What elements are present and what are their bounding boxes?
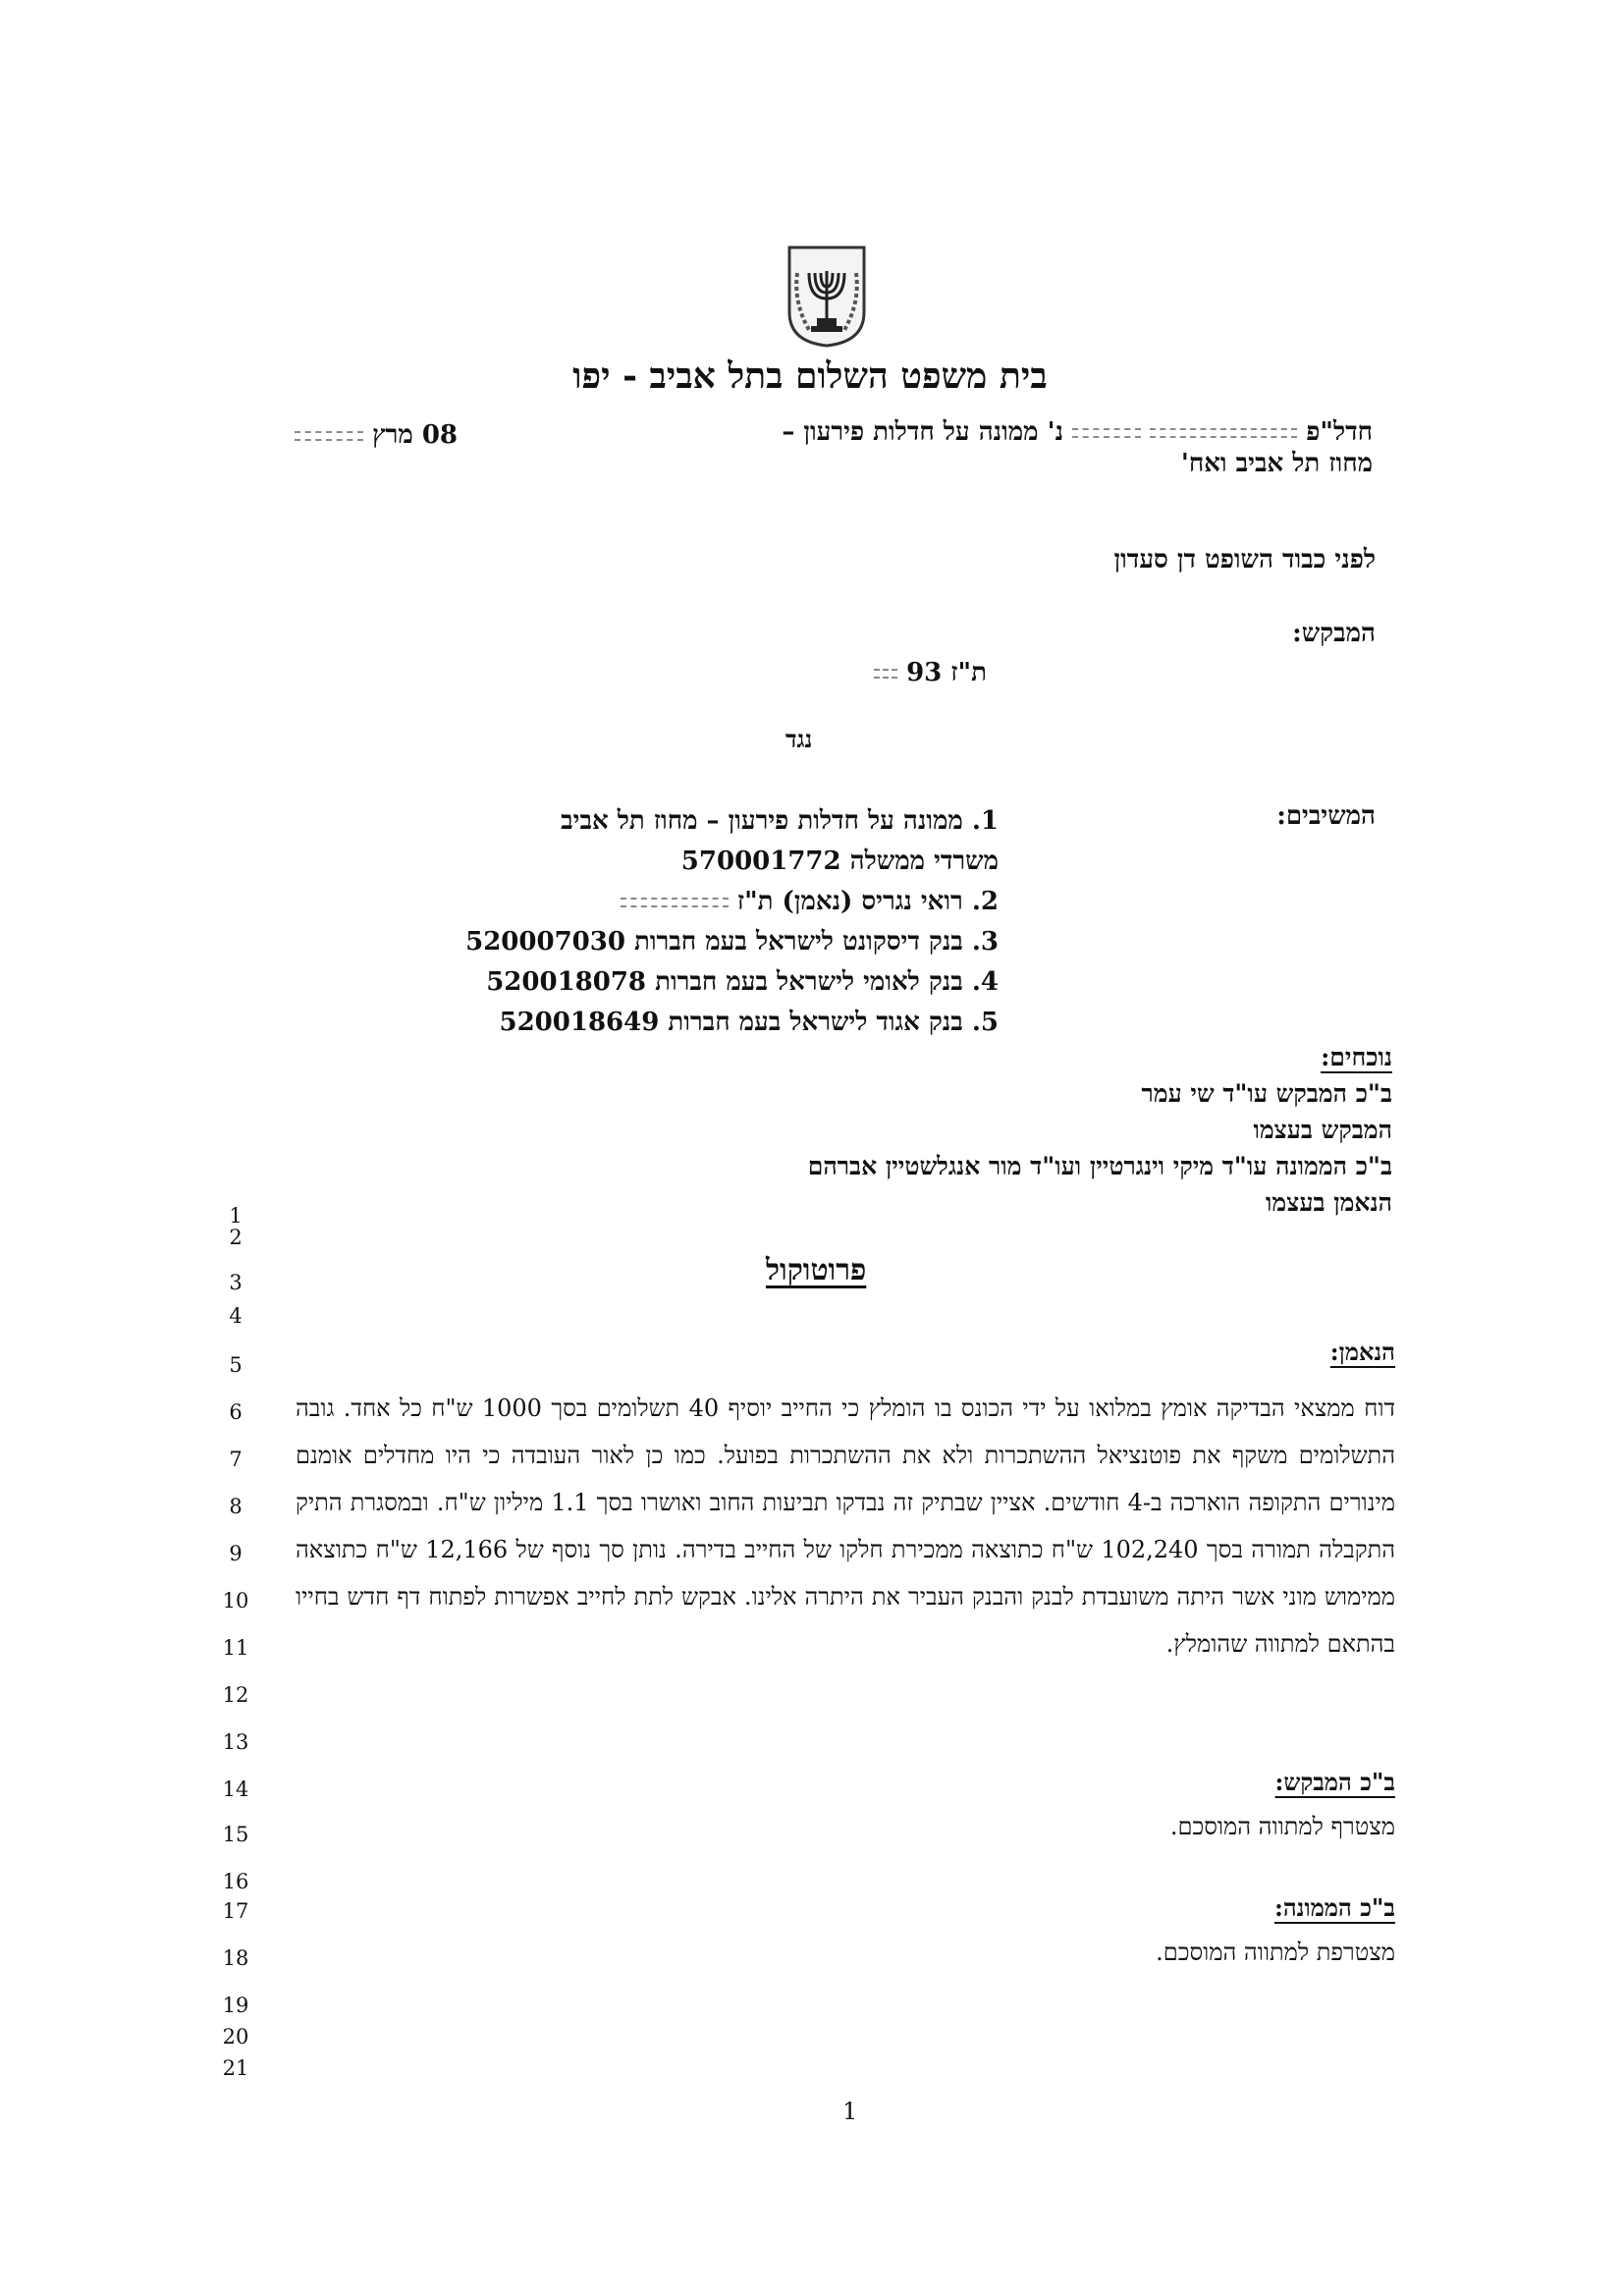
- line-number: 1: [229, 1204, 243, 1228]
- applicant-id-prefix: ת"ז 93: [906, 658, 987, 687]
- line-number: 13: [222, 1730, 249, 1754]
- present-block: [808, 1039, 1392, 1221]
- applicant-counsel-label: ב"כ המבקש:: [1274, 1768, 1395, 1796]
- redacted-case-number: [1150, 428, 1297, 438]
- case-parties: נ' ממונה על חדלות פירעון –: [782, 417, 1064, 447]
- line-number: 5: [229, 1353, 243, 1377]
- trustee-label: הנאמן:: [1329, 1338, 1395, 1366]
- present-line: הנאמן בעצמו: [1266, 1188, 1392, 1217]
- respondents-list: [193, 801, 999, 1043]
- line-number: 6: [229, 1400, 243, 1424]
- case-prefix: חדל"פ: [1306, 417, 1373, 447]
- trustee-statement: דוח ממצאי הבדיקה אומץ במלואו על ידי הכונס בו הומלץ כי החייב יוסיף 40 תשלומים בסך 1000 ש"ח כל אחד. גובה התשלומים משקף את פוטנציאל ההשתכרות ולא את ההשתכרות בפועל. כמו כן לאור העובדה כי היו מחדלים אומנם מינורים התקופה הוארכה ב-4 חודשים. אציין שבתיק זה נבדקו תביעות החוב ואושרו בסך 1.1 מיליון ש"ח. ובמסגרת התיק התקבלה תמורה בסך 102,240 ש"ח כתוצאה ממכירת חלקו של החייב בדירה. נותן סך נוסף של 12,166 ש"ח כתוצאה ממימוש מוני אשר היתה משועבדת לבנק והבנק העביר את היתרה אלינו. אבקש לתת לחייב אפשרות לפתוח דף חדש בחייו בהתאם למתווה שהומלץ.: [296, 1394, 1396, 1658]
- respondent-item-text: 2. רואי נגריס (נאמן) ת"ז: [736, 887, 999, 916]
- line-number: 12: [222, 1683, 249, 1707]
- applicant-counsel-statement: מצטרף למתווה המוסכם.: [1169, 1813, 1395, 1840]
- line-number: 9: [229, 1542, 243, 1565]
- redacted-id: [874, 669, 897, 679]
- line-numbers: [216, 1204, 255, 2088]
- line-number: 2: [229, 1226, 243, 1249]
- protocol-title: פרוטוקול: [766, 1253, 867, 1287]
- line-number: 18: [222, 1946, 249, 1970]
- judge-line: לפני כבוד השופט דן סעדון: [1113, 545, 1376, 574]
- respondent-item: 1. ממונה על חדלות פירעון – מחוז תל אביב משרדי ממשלה 570001772: [561, 806, 999, 876]
- present-line: ב"כ הממונה עו"ד מיקי וינגרטיין ועו"ד מור אנגלשטיין אברהם: [807, 1152, 1392, 1180]
- present-line: ב"כ המבקש עו"ד שי עמר: [1141, 1079, 1392, 1108]
- line-number: 3: [229, 1271, 243, 1294]
- trustee-counsel-statement: מצטרפת למתווה המוסכם.: [1156, 1939, 1395, 1966]
- line-number: 10: [222, 1589, 249, 1613]
- case-number-line-2: מחוז תל אביב ואח': [1180, 449, 1373, 478]
- trustee-counsel-label: ב"כ הממונה:: [1273, 1893, 1395, 1922]
- line-number: 8: [229, 1495, 243, 1518]
- applicant-label: המבקש:: [1292, 619, 1376, 648]
- line-number: 15: [222, 1823, 249, 1846]
- respondent-item: 4. בנק לאומי לישראל בעמ חברות 520018078: [486, 967, 999, 997]
- line-number: 17: [222, 1899, 249, 1923]
- respondent-item: 5. בנק אגוד לישראל בעמ חברות 520018649: [499, 1008, 999, 1037]
- versus-label: נגד: [785, 725, 813, 753]
- respondent-item: 3. בנק דיסקונט לישראל בעמ חברות 520007030: [465, 927, 999, 957]
- redacted-party-name: [1072, 428, 1141, 438]
- respondent-item: [193, 882, 999, 922]
- line-number: 19: [222, 1994, 249, 2017]
- redacted-trustee-id: [621, 898, 729, 907]
- line-number: 14: [222, 1777, 249, 1801]
- hearing-date: [295, 420, 458, 450]
- applicant-id: [874, 658, 987, 687]
- present-label: נוכחים:: [1321, 1043, 1392, 1071]
- state-emblem-icon: [785, 244, 868, 348]
- redacted-year: [295, 431, 363, 441]
- line-number: 20: [222, 2025, 249, 2049]
- line-number: 7: [229, 1448, 243, 1471]
- date-text: 08 מרץ: [372, 420, 459, 450]
- present-line: המבקש בעצמו: [1253, 1116, 1392, 1144]
- line-number: 21: [222, 2056, 249, 2080]
- page-number: 1: [842, 2098, 858, 2125]
- court-title: בית משפט השלום בתל אביב - יפו: [572, 355, 1048, 397]
- line-number: 16: [222, 1870, 249, 1893]
- respondents-label: המשיבים:: [1276, 801, 1376, 831]
- line-number: 11: [222, 1636, 249, 1660]
- case-number-line: [782, 417, 1373, 447]
- line-number: 4: [229, 1304, 243, 1328]
